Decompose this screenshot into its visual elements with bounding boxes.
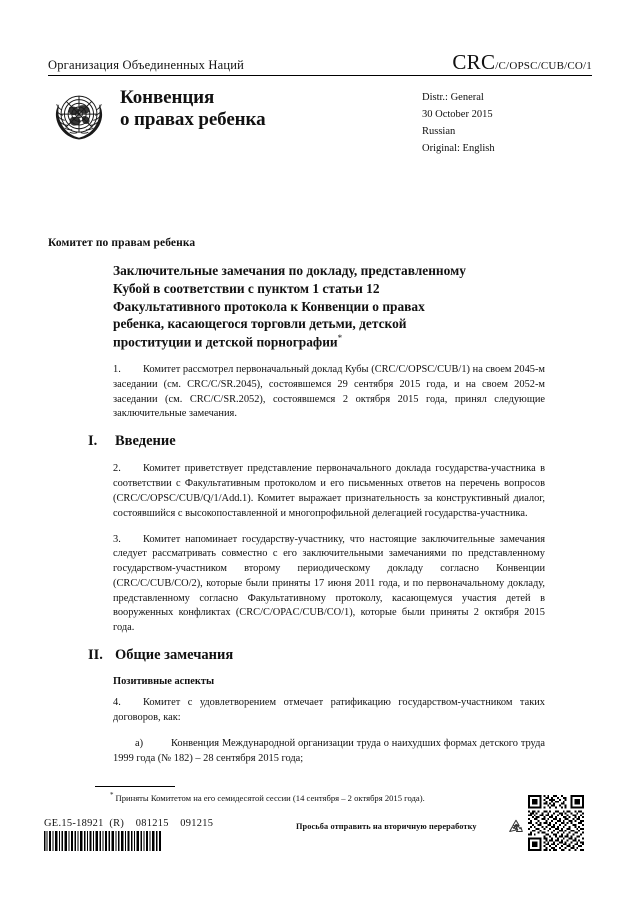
subsection-heading-positive-aspects: Позитивные аспекты [113,676,215,688]
distribution-line-2: Russian [422,126,456,137]
masthead-body-row [48,76,592,157]
page-title-line5-wrap [113,333,543,351]
list-item-a-text: Конвенция Международной организации труда о наихудших формах детского труда 1999 года (№ 182) – 28 сентября 2015 года; [113,737,545,764]
list-item-a-letter: a) [135,737,144,749]
section-heading-2 [88,647,545,664]
list-item-a [113,737,545,767]
convention-title [120,83,265,132]
paragraph-1 [113,363,545,422]
masthead [48,52,592,157]
paragraph-3-text: Комитет напоминает государству-участнику, что настоящие заключительные замечания следует рассматривать совместно с его заключительными замечаниями по представленному государством-участником второму периодическому докладу согласно Конвенции (CRC/C/CUB/CO/2), которые были приняты 17 июня 2011 года, и по первоначальному докладу, представленному согласно Факультативному протоколу, касающемуся участия детей в вооруженных конфликтах (CRC/C/OPAC/CUB/CO/1), которые были приняты 2 октября 2015 года. [113,533,545,634]
recycle-icon [506,818,526,836]
page-title-line3: Факультативного протокола к Конвенции о правах [113,298,425,314]
page-title-line1: Заключительные замечания по докладу, представленному [113,263,466,278]
distribution-line-3: Original: English [422,143,495,154]
document-symbol-suffix: /C/OPSC/CUB/CO/1 [495,60,592,72]
footnote-marker: * [110,791,114,799]
un-emblem-icon [48,85,110,147]
paragraph-3 [113,533,545,636]
section-heading-1 [88,433,545,450]
section-1-title: Введение [115,433,176,450]
paragraph-4-text: Комитет с удовлетворением отмечает ратификацию государством-участником таких договоров, как: [113,697,545,724]
distribution-line-1: 30 October 2015 [422,109,493,120]
recycle-notice: Просьба отправить на вторичную переработку [296,822,477,831]
barcode [44,831,162,851]
paragraph-3-number: 3. [113,533,121,545]
section-2-number: II. [88,646,103,663]
page-title-line5: проституции и детской порнографии [113,334,338,350]
page-title-line2: Кубой в соответствии с пунктом 1 статьи 12 [113,280,380,296]
footnote [110,791,560,804]
footnote-text: Приняты Комитетом на его семидесятой сессии (14 сентября – 2 октября 2015 года). [115,792,425,803]
masthead-brand [48,83,265,147]
masthead-top-row [48,52,592,76]
paragraph-2-text: Комитет приветствует представление первоначального доклада государства-участника в соответствии с Факультативным протоколом и его письменных ответов на перечень вопросов (CRC/C/OPSC/CUB/Q/1/Add.1). Комитет выражает признательность за конструктивный диалог, состоявшийся с высокопоставленной и многопрофильной делегацией государства-участника. [113,463,545,519]
page-title-line4: ребенка, касающегося торговли детьми, детской [113,316,407,332]
paragraph-1-text: Комитет рассмотрел первоначальный доклад Кубы (CRC/C/OPSC/CUB/1) на своем 2045-м заседании (см. CRC/C/SR.2045), состоявшемся 29 сентября 2015 года, и на своем 2052-м заседании (см. CRC/C/SR.2052), состоявшемся 2 октября 2015 года, принял следующие заключительные замечания. [113,364,545,420]
committee-name: Комитет по правам ребенка [48,237,196,249]
convention-title-line2: о правах ребенка [120,109,266,131]
paragraph-2-number: 2. [113,463,121,475]
section-1-number: I. [88,433,98,450]
document-id: GE.15-18921 (R) 081215 091215 [44,818,214,829]
document-symbol [452,52,592,73]
organization-name: Организация Объединенных Наций [48,58,245,73]
footnote-separator [95,786,175,787]
qr-code [528,795,584,851]
distribution-line-0: Distr.: General [422,92,484,103]
title-footnote-marker: * [337,333,343,344]
section-2-title: Общие замечания [115,646,234,663]
paragraph-4-number: 4. [113,697,121,709]
document-body [88,363,545,777]
paragraph-2 [113,462,545,521]
convention-title-line1: Конвенция [120,87,215,108]
page-title [113,262,543,352]
document-symbol-main: CRC [452,50,496,74]
paragraph-4 [113,696,545,726]
paragraph-1-number: 1. [113,364,121,375]
distribution-block [422,83,592,157]
